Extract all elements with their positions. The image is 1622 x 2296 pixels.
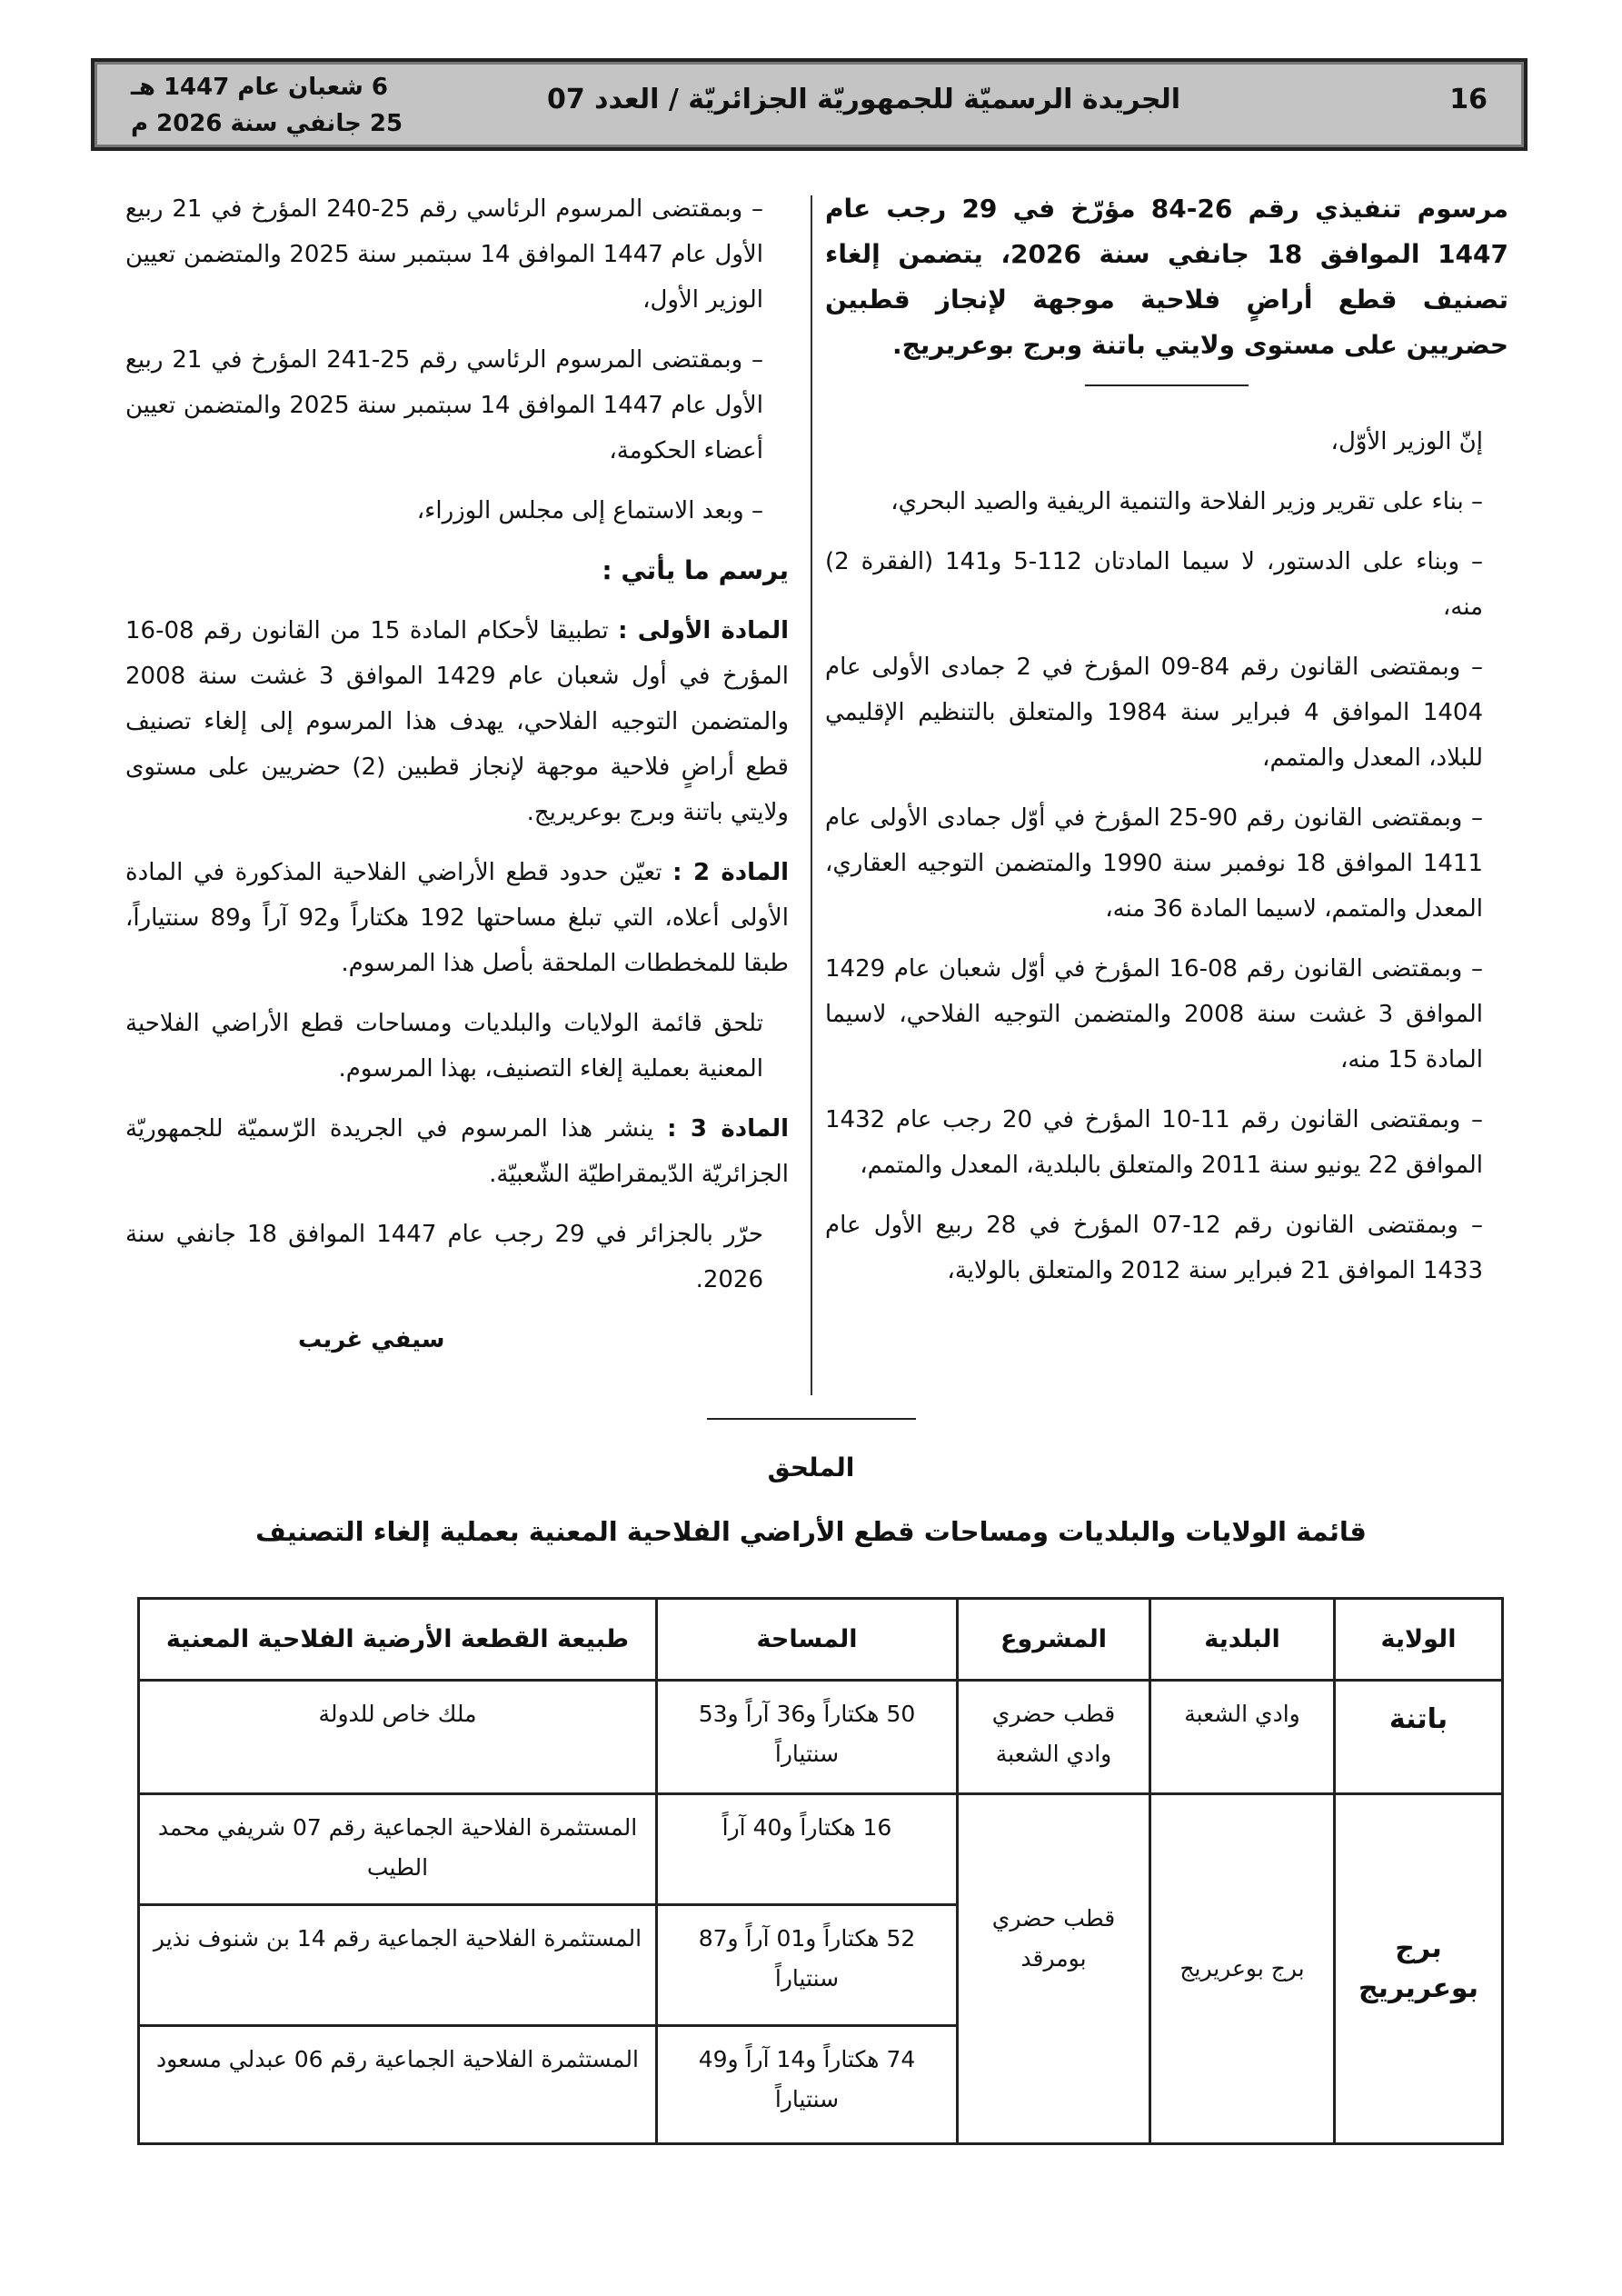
nature-cell: المستثمرة الفلاحية الجماعية رقم 14 بن شنوف نذير bbox=[139, 1905, 657, 2026]
article-3-label: المادة 3 : bbox=[667, 1115, 789, 1143]
gazette-title: الجريدة الرسميّة للجمهوريّة الجزائريّة / العدد 07 bbox=[546, 84, 1181, 115]
article-2-label: المادة 2 : bbox=[672, 859, 789, 886]
table-row bbox=[139, 1794, 1503, 1905]
commune-cell: برج بوعريريج bbox=[1150, 1794, 1335, 2144]
issue-date bbox=[131, 69, 403, 142]
visa-paragraph: – وبمقتضى المرسوم الرئاسي رقم 25-240 المؤرخ في 21 ربيع الأول عام 1447 الموافق 14 سبتمبر سنة 2025 والمتضمن تعيين الوزير الأول، bbox=[125, 195, 764, 314]
visa-paragraph: – وبمقتضى القانون رقم 90-25 المؤرخ في أوّل جمادى الأولى عام 1411 الموافق 18 نوفمبر سنة 1990 والمتضمن التوجيه العقاري، المعدل والمتمم، لاسيما المادة 36 منه، bbox=[825, 804, 1483, 923]
area-cell: 16 هكتاراً و40 آراً bbox=[657, 1794, 958, 1905]
column-header: طبيعة القطعة الأرضية الفلاحية المعنية bbox=[139, 1599, 657, 1681]
divider bbox=[1085, 384, 1249, 386]
column-divider bbox=[811, 195, 812, 1395]
visa-paragraph: – وبمقتضى القانون رقم 08-16 المؤرخ في أوّل شعبان عام 1429 الموافق 3 غشت سنة 2008 والمتضمن التوجيه الفلاحي، لاسيما المادة 15 منه، bbox=[825, 955, 1484, 1073]
article-2-text-2: تلحق قائمة الولايات والبلديات ومساحات قطع الأراضي الفلاحية المعنية بعملية إلغاء التصنيف، بهذا المرسوم. bbox=[125, 1010, 763, 1083]
right-column bbox=[825, 186, 1508, 1308]
nature-cell: ملك خاص للدولة bbox=[139, 1681, 657, 1794]
date-hijri: 6 شعبان عام 1447 هـ bbox=[131, 74, 388, 101]
page-header bbox=[91, 58, 1527, 151]
area-cell: 74 هكتاراً و14 آراً و49 سنتياراً bbox=[657, 2026, 958, 2144]
article-3 bbox=[125, 1106, 789, 1197]
article-3-text: ينشر هذا المرسوم في الجريدة الرّسميّة للجمهوريّة الجزائريّة الدّيمقراطيّة الشّعبيّة. bbox=[125, 1115, 789, 1188]
column-header: المساحة bbox=[657, 1599, 958, 1681]
date-gregorian: 25 جانفي سنة 2026 م bbox=[131, 110, 403, 137]
article-2-text: تعيّن حدود قطع الأراضي الفلاحية المذكورة في المادة الأولى أعلاه، التي تبلغ مساحتها 192 هكتاراً و92 آراً و89 سنتياراً، طبقا للمخططات الملحقة بأصل هذا المرسوم. bbox=[125, 859, 789, 977]
column-header: البلدية bbox=[1150, 1599, 1335, 1681]
wilaya-cell: برج بوعريريج bbox=[1335, 1794, 1503, 2144]
column-header: الولاية bbox=[1335, 1599, 1503, 1681]
nature-cell: المستثمرة الفلاحية الجماعية رقم 06 عبدلي مسعود bbox=[139, 2026, 657, 2144]
annex-heading: الملحق bbox=[767, 1452, 855, 1482]
commune-cell: وادي الشعبة bbox=[1150, 1681, 1335, 1794]
visa-paragraph: – وبعد الاستماع إلى مجلس الوزراء، bbox=[416, 497, 763, 524]
decrees-heading: يرسم ما يأتي : bbox=[602, 555, 789, 585]
table-header-row bbox=[139, 1599, 1503, 1681]
wilaya-cell: باتنة bbox=[1335, 1681, 1503, 1794]
left-column bbox=[125, 186, 789, 1377]
annex-title: قائمة الولايات والبلديات ومساحات قطع الأراضي الفلاحية المعنية بعملية إلغاء التصنيف bbox=[255, 1516, 1367, 1547]
area-cell: 52 هكتاراً و01 آراً و87 سنتياراً bbox=[657, 1905, 958, 2026]
article-1-text: تطبيقا لأحكام المادة 15 من القانون رقم 08-16 المؤرخ في أول شعبان عام 1429 الموافق 3 غشت سنة 2008 والمتضمن التوجيه الفلاحي، يهدف هذا المرسوم إلى إلغاء تصنيف قطع أراضٍ فلاحية موجهة لإنجاز قطبين (2) حضريين على مستوى ولايتي باتنة وبرج بوعريريج. bbox=[125, 617, 789, 826]
signature: سيفي غريب bbox=[298, 1326, 445, 1353]
visa-paragraph: – وبمقتضى القانون رقم 12-07 المؤرخ في 28 ربيع الأول عام 1433 الموافق 21 فبراير سنة 2012 والمتعلق بالولاية، bbox=[825, 1212, 1483, 1284]
table-row bbox=[139, 1681, 1503, 1794]
article-1-label: المادة الأولى : bbox=[618, 617, 790, 644]
visa-paragraph: – وبمقتضى القانون رقم 11-10 المؤرخ في 20 رجب عام 1432 الموافق 22 يونيو سنة 2011 والمتعلق بالبلدية، المعدل والمتمم، bbox=[825, 1106, 1484, 1179]
visa-paragraph: – وبناء على الدستور، لا سيما المادتان 112-5 و141 (الفقرة 2) منه، bbox=[825, 548, 1484, 621]
article-1 bbox=[125, 608, 789, 835]
page-number: 16 bbox=[1449, 84, 1488, 115]
visa-paragraph: – وبمقتضى القانون رقم 84-09 المؤرخ في 2 جمادى الأولى عام 1404 الموافق 4 فبراير سنة 1984 والمتعلق بالتنظيم الإقليمي للبلاد، المعدل والمتمم، bbox=[825, 654, 1484, 772]
separator-line bbox=[707, 1418, 916, 1420]
column-header: المشروع bbox=[958, 1599, 1150, 1681]
annex-table bbox=[137, 1597, 1504, 2145]
area-cell: 50 هكتاراً و36 آراً و53 سنتياراً bbox=[657, 1681, 958, 1794]
article-2 bbox=[125, 850, 789, 986]
visa-paragraph: – وبمقتضى المرسوم الرئاسي رقم 25-241 المؤرخ في 21 ربيع الأول عام 1447 الموافق 14 سبتمبر سنة 2025 والمتضمن تعيين أعضاء الحكومة، bbox=[125, 346, 764, 464]
project-cell: قطب حضري بومرقد bbox=[958, 1794, 1150, 2144]
decree-title: مرسوم تنفيذي رقم 26-84 مؤرّخ في 29 رجب عام 1447 الموافق 18 جانفي سنة 2026، يتضمن إلغاء تصنيف قطع أراضٍ فلاحية موجهة لإنجاز قطبين حضريين على مستوى ولايتي باتنة وبرج بوعريريج. bbox=[825, 194, 1508, 360]
nature-cell: المستثمرة الفلاحية الجماعية رقم 07 شريفي محمد الطيب bbox=[139, 1794, 657, 1905]
visa-paragraph: – بناء على تقرير وزير الفلاحة والتنمية الريفية والصيد البحري، bbox=[891, 488, 1483, 515]
project-cell: قطب حضري وادي الشعبة bbox=[958, 1681, 1150, 1794]
signed-at: حرّر بالجزائر في 29 رجب عام 1447 الموافق 18 جانفي سنة 2026. bbox=[125, 1221, 763, 1293]
opening: إنّ الوزير الأوّل، bbox=[1330, 428, 1483, 455]
